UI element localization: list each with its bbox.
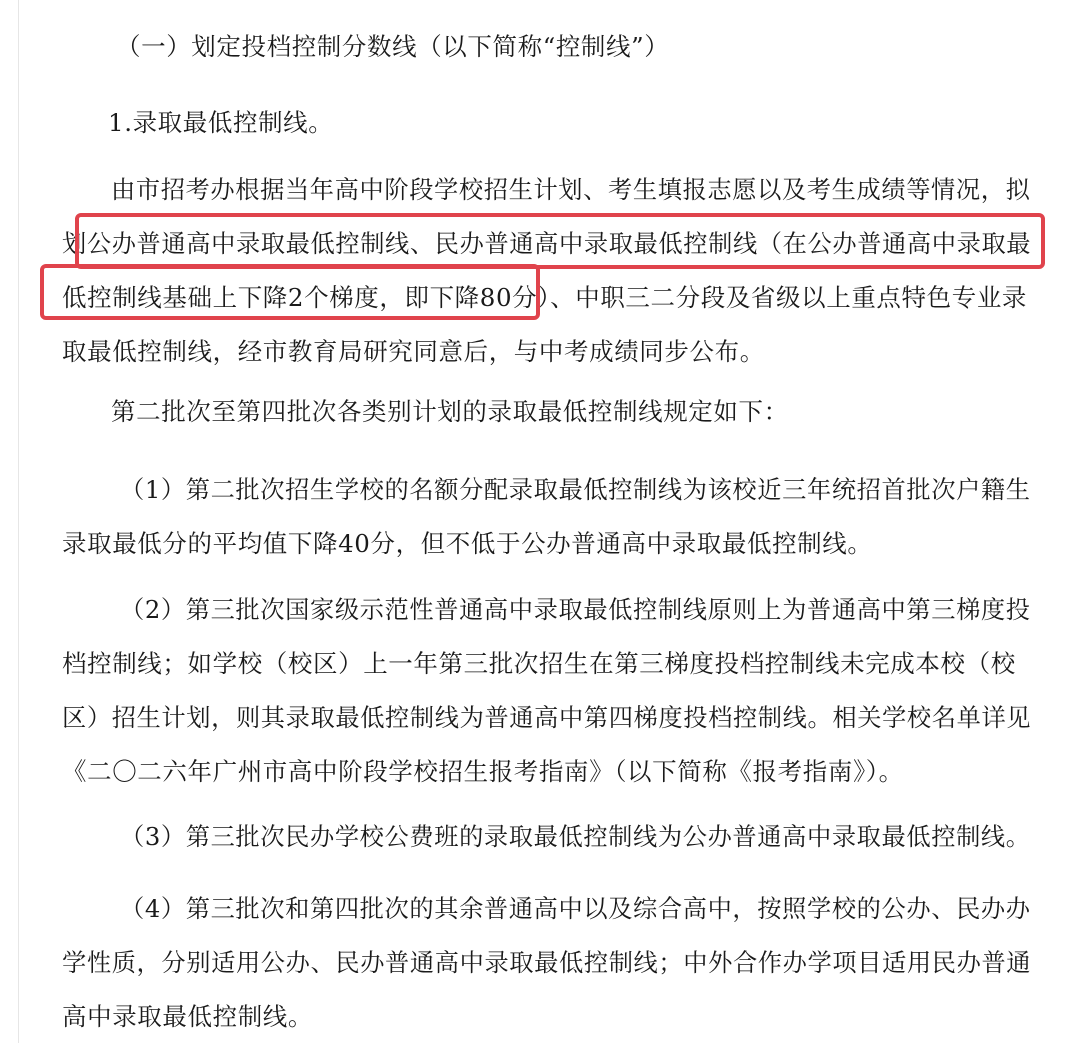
highlighted-text-80-points: 低控制线基础上下降2个梯度，即下降80分） bbox=[62, 283, 551, 312]
list-item-line: 区）招生计划，则其录取最低控制线为普通高中第四梯度投档控制线。相关学校名单详见 bbox=[62, 703, 1032, 732]
paragraph-line-prefix: 划 bbox=[62, 229, 87, 258]
list-item-line: 《二〇二六年广州市高中阶段学校招生报考指南》（以下简称《报考指南》）。 bbox=[62, 757, 904, 786]
batches-intro-text: 第二批次至第四批次各类别计划的录取最低控制线规定如下： bbox=[111, 397, 789, 426]
list-item-3 bbox=[62, 810, 1037, 864]
list-item-4 bbox=[62, 882, 1037, 1044]
section-heading bbox=[62, 20, 1037, 74]
highlighted-text-public-private: 公办普通高中录取最低控制线、民办普通高中录取最低控制线（在公办普通高中录取最 bbox=[86, 229, 1032, 258]
page-edge-line bbox=[18, 0, 19, 1043]
list-item-2 bbox=[62, 583, 1037, 799]
subheading-text: 1.录取最低控制线。 bbox=[108, 108, 334, 137]
highlight-box-lower bbox=[40, 264, 540, 320]
list-item-1 bbox=[62, 463, 1037, 571]
batches-intro bbox=[62, 385, 1037, 439]
subheading bbox=[62, 96, 1037, 150]
paragraph-line: 由市招考办根据当年高中阶段学校招生计划、考生填报志愿以及考生成绩等情况，拟 bbox=[111, 175, 1031, 204]
list-item-line: 学性质，分别适用公办、民办普通高中录取最低控制线；中外合作办学项目适用民办普通 bbox=[62, 948, 1032, 977]
list-item-line: （1）第二批次招生学校的名额分配录取最低控制线为该校近三年统招首批次户籍生 bbox=[120, 475, 1031, 504]
section-heading-text: （一）划定投档控制分数线（以下简称“控制线”） bbox=[116, 32, 670, 61]
highlight-box-upper bbox=[75, 213, 1045, 269]
list-item-line: 档控制线；如学校（校区）上一年第三批次招生在第三梯度投档控制线未完成本校（校 bbox=[62, 649, 1016, 678]
list-item-line: （2）第三批次国家级示范性普通高中录取最低控制线原则上为普通高中第三梯度投 bbox=[120, 595, 1031, 624]
paragraph-line: 取最低控制线，经市教育局研究同意后，与中考成绩同步公布。 bbox=[62, 337, 765, 366]
list-item-line: （4）第三批次和第四批次的其余普通高中以及综合高中，按照学校的公办、民办办 bbox=[120, 894, 1031, 923]
list-item-line: （3）第三批次民办学校公费班的录取最低控制线为公办普通高中录取最低控制线。 bbox=[120, 822, 1031, 851]
paragraph-line-rest: 、中职三二分段及省级以上重点特色专业录 bbox=[550, 283, 1028, 312]
list-item-line: 录取最低分的平均值下降40分，但不低于公办普通高中录取最低控制线。 bbox=[62, 529, 873, 558]
list-item-line: 高中录取最低控制线。 bbox=[62, 1002, 313, 1031]
